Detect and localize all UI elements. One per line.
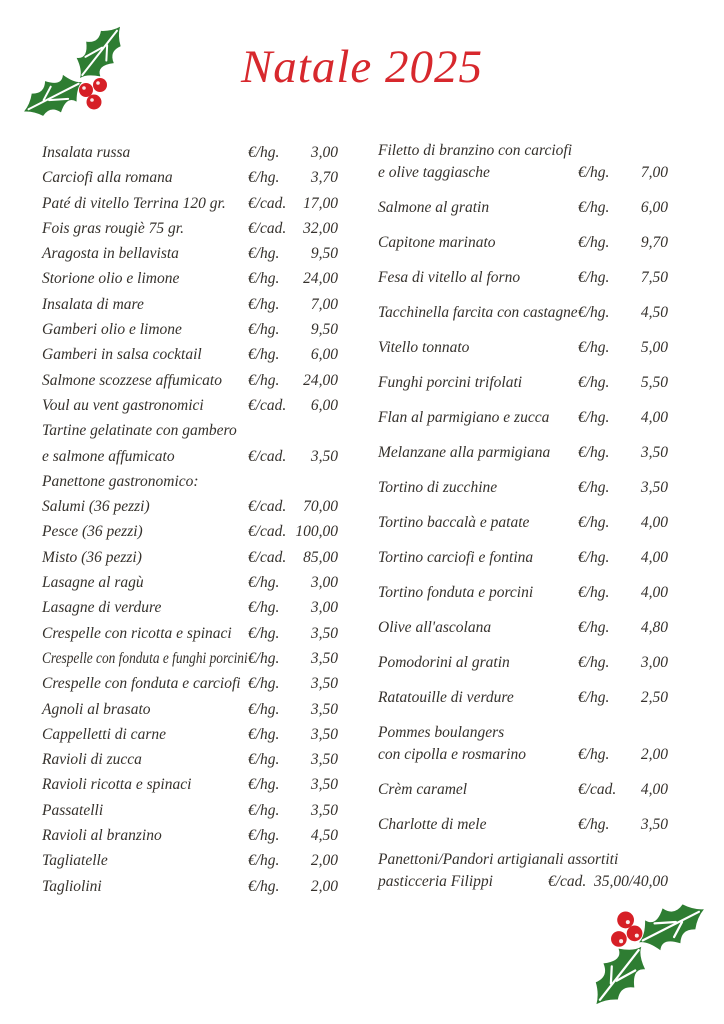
menu-item-price: 3,00 xyxy=(310,144,338,161)
menu-item xyxy=(378,197,668,219)
menu-item-name xyxy=(378,477,578,499)
menu-item-unit: €/hg. xyxy=(248,346,280,364)
menu-item-price: 3,50 xyxy=(640,479,668,496)
menu-item-name xyxy=(378,372,578,394)
menu-item xyxy=(42,140,338,165)
menu-item-name xyxy=(42,292,248,317)
menu-item-price: 3,50 xyxy=(640,816,668,833)
menu-item-price: 35,00/40,00 xyxy=(593,873,668,890)
menu-item-line: Ravioli di zucca xyxy=(42,751,142,769)
menu-item xyxy=(378,442,668,464)
menu-item-line: Fesa di vitello al forno xyxy=(378,269,521,286)
holly-icon xyxy=(592,902,704,1014)
menu-item-price: 70,00 xyxy=(303,498,338,516)
menu-item-price: 3,00 xyxy=(640,654,668,671)
menu-item-line: Salmone scozzese affumicato xyxy=(42,371,222,389)
menu-item-line: Tagliatelle xyxy=(42,852,108,870)
menu-item-unit: €/cad. xyxy=(248,498,287,516)
menu-item-price: 3,50 xyxy=(310,725,338,743)
menu-item-price: 6,00 xyxy=(310,346,338,364)
menu-item xyxy=(378,477,668,499)
menu-item-price: 32,00 xyxy=(303,219,338,237)
menu-item xyxy=(42,874,338,899)
menu-item xyxy=(42,494,338,519)
menu-item-unit: €/cad. xyxy=(248,447,287,465)
menu-item-price: 3,50 xyxy=(310,776,338,794)
menu-item-unit: €/hg. xyxy=(248,144,280,161)
menu-item-unit: €/cad. xyxy=(248,548,287,566)
menu-item-unit: €/hg. xyxy=(248,700,280,718)
menu-item-price: 7,00 xyxy=(640,164,668,181)
menu-item-name xyxy=(378,779,578,801)
menu-item-line: Tortino carciofi e fontina xyxy=(378,549,534,566)
menu-item-unit: €/hg. xyxy=(578,746,610,763)
menu-item-name xyxy=(42,848,248,873)
menu-item-line: Paté di vitello Terrina 120 gr. xyxy=(42,194,226,212)
menu-item-name xyxy=(378,617,578,639)
menu-item xyxy=(378,372,668,394)
menu-item-unit: €/hg. xyxy=(248,827,280,845)
menu-item-price: 4,50 xyxy=(310,827,338,845)
menu-item-name xyxy=(378,687,578,709)
menu-item-price: 3,50 xyxy=(310,801,338,819)
menu-item-line: Crèm caramel xyxy=(378,781,468,798)
menu-item-line: Panettone gastronomico: xyxy=(42,472,199,490)
menu-item-line: Gamberi in salsa cocktail xyxy=(42,346,202,364)
menu-item-name xyxy=(42,368,248,393)
menu-item-name xyxy=(42,722,248,747)
menu-item-line: Misto (36 pezzi) xyxy=(42,548,142,566)
menu-item-price: 4,00 xyxy=(640,584,668,601)
menu-item-name xyxy=(42,140,248,165)
menu-item-price: 2,00 xyxy=(640,746,668,763)
menu-item-line: Olive all'ascolana xyxy=(378,619,492,636)
menu-item-unit: €/hg. xyxy=(578,816,610,833)
menu-item-unit: €/hg. xyxy=(578,549,610,566)
menu-item-name xyxy=(378,232,578,254)
menu-item xyxy=(42,292,338,317)
menu-item-price: 9,50 xyxy=(310,321,338,339)
menu-item-price: 3,50 xyxy=(310,624,338,642)
menu-item-price: 3,00 xyxy=(310,574,338,592)
menu-item-unit: €/hg. xyxy=(578,654,610,671)
menu-item-line: pasticceria Filippi xyxy=(378,873,493,890)
menu-item-name xyxy=(378,547,578,569)
menu-item xyxy=(42,519,338,544)
menu-item xyxy=(42,722,338,747)
menu-item-unit: €/hg. xyxy=(248,877,280,895)
menu-item-unit: €/hg. xyxy=(578,199,610,216)
menu-item-price: 4,00 xyxy=(640,514,668,531)
menu-item-line: Vitello tonnato xyxy=(378,339,470,356)
menu-item xyxy=(42,368,338,393)
menu-item-name xyxy=(378,442,578,464)
menu-item xyxy=(42,798,338,823)
menu-item xyxy=(42,747,338,772)
menu-item-name xyxy=(378,512,578,534)
menu-item xyxy=(378,140,668,184)
menu-item xyxy=(42,266,338,291)
menu-item-name xyxy=(378,722,578,766)
menu-item-name xyxy=(42,595,248,620)
menu-item-name xyxy=(42,418,248,469)
menu-item-line: Tacchinella farcita con castagne xyxy=(378,304,578,321)
menu-item-name xyxy=(378,652,578,674)
menu-item-name xyxy=(42,545,248,570)
menu-item-name xyxy=(42,216,248,241)
menu-item-unit: €/hg. xyxy=(578,234,610,251)
menu-item xyxy=(42,418,338,469)
menu-item-unit: €/cad. xyxy=(578,781,617,798)
menu-item xyxy=(378,337,668,359)
menu-item xyxy=(42,671,338,696)
menu-item-line: Aragosta in bellavista xyxy=(42,245,179,263)
menu-item-price: 4,00 xyxy=(640,549,668,566)
menu-item-unit: €/hg. xyxy=(578,584,610,601)
menu-item xyxy=(378,582,668,604)
menu-item-unit: €/hg. xyxy=(578,479,610,496)
menu-item-name xyxy=(378,302,578,324)
menu-item xyxy=(378,652,668,674)
menu-item xyxy=(42,393,338,418)
menu-item-price: 3,50 xyxy=(310,675,338,693)
menu-item-price: 3,50 xyxy=(310,700,338,718)
menu-item-line: Gamberi olio e limone xyxy=(42,321,182,339)
menu-item xyxy=(42,621,338,646)
page-title: Natale 2025 xyxy=(240,41,484,93)
menu-item xyxy=(378,512,668,534)
menu-item-line: Pomodorini al gratin xyxy=(378,654,510,671)
menu-item xyxy=(378,232,668,254)
menu-item-line: Tortino di zucchine xyxy=(378,479,498,496)
menu-item-price: 24,00 xyxy=(303,270,338,288)
menu-column-right xyxy=(378,140,668,906)
menu-item-unit: €/hg. xyxy=(248,574,280,592)
menu-item xyxy=(42,848,338,873)
menu-item-line: Fois gras rougiè 75 gr. xyxy=(42,219,184,237)
menu-item-unit: €/hg. xyxy=(578,409,610,426)
menu-item-name xyxy=(42,747,248,772)
menu-item-line: Ravioli al branzino xyxy=(42,827,162,845)
menu-item-line: con cipolla e rosmarino xyxy=(378,746,526,763)
menu-item-unit: €/cad. xyxy=(248,219,287,237)
menu-item-unit: €/hg. xyxy=(248,245,280,263)
menu-item-name xyxy=(42,241,248,266)
menu-item xyxy=(378,547,668,569)
menu-item xyxy=(378,814,668,836)
menu-item xyxy=(42,595,338,620)
menu-item-name xyxy=(42,874,248,899)
menu-item xyxy=(42,772,338,797)
menu-item-line: Cappelletti di carne xyxy=(42,725,166,743)
menu-item-price: 4,00 xyxy=(640,781,668,798)
menu-item xyxy=(42,241,338,266)
menu-item xyxy=(378,407,668,429)
menu-item-unit: €/hg. xyxy=(578,269,610,286)
menu-item-name xyxy=(378,582,578,604)
menu-item-line: Insalata di mare xyxy=(42,295,144,313)
menu-item-line: Tartine gelatinate con gambero xyxy=(42,422,237,440)
menu-item-unit: €/hg. xyxy=(578,444,610,461)
menu-item-line: Capitone marinato xyxy=(378,234,496,251)
menu-item-line: Carciofi alla romana xyxy=(42,169,173,187)
menu-item-name xyxy=(378,407,578,429)
menu-item-line: Lasagne di verdure xyxy=(42,599,162,617)
menu-item-line: Voul au vent gastronomici xyxy=(42,396,204,414)
menu-item-name xyxy=(42,191,248,216)
menu-item-line: Ratatouille di verdure xyxy=(378,689,514,706)
menu-item-line: Passatelli xyxy=(42,801,104,819)
menu-item-line: Pommes boulangers xyxy=(378,724,505,741)
menu-item-unit: €/hg. xyxy=(578,689,610,706)
menu-item-unit: €/hg. xyxy=(248,751,280,769)
menu-item-price: 24,00 xyxy=(303,371,338,389)
menu-item xyxy=(42,697,338,722)
menu-columns xyxy=(42,140,668,906)
menu-item-price: 7,00 xyxy=(310,295,338,313)
menu-item-unit: €/hg. xyxy=(248,649,280,667)
menu-item xyxy=(42,469,338,494)
menu-item-line: Flan al parmigiano e zucca xyxy=(378,409,550,426)
menu-item-line: Insalata russa xyxy=(42,144,131,161)
menu-item-unit: €/hg. xyxy=(578,304,610,321)
menu-item-name xyxy=(378,814,578,836)
menu-item-unit: €/cad. xyxy=(248,523,287,541)
menu-item-price: 2,00 xyxy=(310,852,338,870)
menu-item-price: 5,00 xyxy=(640,339,668,356)
menu-item-unit: €/hg. xyxy=(578,374,610,391)
menu-item xyxy=(42,545,338,570)
menu-item xyxy=(378,267,668,289)
menu-item-unit: €/hg. xyxy=(578,619,610,636)
menu-item-price: 3,50 xyxy=(310,649,338,667)
menu-item-price: 9,50 xyxy=(310,245,338,263)
menu-item-price: 17,00 xyxy=(303,194,338,212)
menu-item-price: 6,00 xyxy=(640,199,668,216)
menu-item-name xyxy=(42,317,248,342)
menu-item-name xyxy=(42,823,248,848)
menu-item-unit: €/hg. xyxy=(248,725,280,743)
menu-item-price: 6,00 xyxy=(310,396,338,414)
menu-item-line: Pesce (36 pezzi) xyxy=(42,523,143,541)
menu-item-price: 4,00 xyxy=(640,409,668,426)
menu-item-line: Tortino fonduta e porcini xyxy=(378,584,534,601)
menu-item-line: Salumi (36 pezzi) xyxy=(42,498,150,516)
menu-item-name xyxy=(42,671,248,696)
menu-item-line: Crespelle con fonduta e funghi porcini xyxy=(42,649,248,667)
menu-item-unit: €/hg. xyxy=(578,339,610,356)
menu-item-unit: €/hg. xyxy=(248,624,280,642)
menu-item-name xyxy=(42,697,248,722)
menu-item-name xyxy=(42,646,248,671)
menu-item-price: 100,00 xyxy=(295,523,338,541)
menu-item-price: 3,50 xyxy=(310,447,338,465)
menu-item-name xyxy=(42,772,248,797)
menu-item-name xyxy=(42,266,248,291)
menu-item xyxy=(378,617,668,639)
menu-item-unit: €/hg. xyxy=(248,852,280,870)
menu-item-line: Storione olio e limone xyxy=(42,270,180,288)
menu-item xyxy=(42,570,338,595)
menu-item xyxy=(42,646,338,671)
menu-item-line: Tagliolini xyxy=(42,877,102,895)
menu-item-unit: €/cad. xyxy=(547,873,587,890)
menu-item-price: 4,50 xyxy=(640,304,668,321)
menu-item-name xyxy=(42,469,248,494)
menu-item-unit: €/hg. xyxy=(578,514,610,531)
menu-item-name xyxy=(378,197,578,219)
menu-item-price: 3,50 xyxy=(310,751,338,769)
menu-item-unit: €/hg. xyxy=(248,371,280,389)
menu-item-unit: €/cad. xyxy=(248,194,287,212)
menu-item-price: 3,70 xyxy=(310,169,338,187)
menu-item xyxy=(378,849,668,893)
menu-item xyxy=(42,823,338,848)
menu-item-price: 3,50 xyxy=(640,444,668,461)
menu-item-name xyxy=(42,165,248,190)
menu-item-line: Filetto di branzino con carciofi xyxy=(378,142,573,159)
menu-item-line: Panettoni/Pandori artigianali assortiti xyxy=(378,851,619,868)
menu-item xyxy=(378,302,668,324)
menu-item-line: Crespelle con ricotta e spinaci xyxy=(42,624,232,642)
menu-item-name xyxy=(42,342,248,367)
menu-item-unit: €/hg. xyxy=(248,270,280,288)
menu-item-name xyxy=(378,267,578,289)
menu-item-unit: €/hg. xyxy=(248,169,280,187)
menu-item-price: 3,00 xyxy=(310,599,338,617)
menu-item-line: Salmone al gratin xyxy=(378,199,490,216)
menu-item-name xyxy=(378,140,578,184)
menu-item-unit: €/hg. xyxy=(248,675,280,693)
menu-item-price: 85,00 xyxy=(303,548,338,566)
menu-item-unit: €/hg. xyxy=(248,599,280,617)
menu-item-price: 7,50 xyxy=(640,269,668,286)
menu-item-line: Tortino baccalà e patate xyxy=(378,514,530,531)
menu-item-price: 2,50 xyxy=(640,689,668,706)
menu-item-price: 5,50 xyxy=(640,374,668,391)
menu-item xyxy=(378,722,668,766)
menu-column-left xyxy=(42,140,338,906)
menu-item xyxy=(42,317,338,342)
menu-item xyxy=(42,191,338,216)
menu-item xyxy=(378,687,668,709)
menu-item-price: 9,70 xyxy=(640,234,668,251)
menu-item-line: Agnoli al brasato xyxy=(42,700,151,718)
menu-item-unit: €/hg. xyxy=(248,801,280,819)
menu-item-line: e salmone affumicato xyxy=(42,447,175,465)
menu-item xyxy=(42,216,338,241)
menu-item-name xyxy=(42,393,248,418)
menu-item-line: Funghi porcini trifolati xyxy=(378,374,523,391)
menu-item-unit: €/hg. xyxy=(248,776,280,794)
menu-item xyxy=(378,779,668,801)
menu-item-name xyxy=(42,494,248,519)
menu-item-price: 2,00 xyxy=(310,877,338,895)
menu-item-line: Lasagne al ragù xyxy=(42,574,144,592)
menu-item-line: Charlotte di mele xyxy=(378,816,487,833)
menu-item-price: 4,80 xyxy=(640,619,668,636)
menu-item-line: e olive taggiasche xyxy=(378,164,490,181)
menu-item-unit: €/hg. xyxy=(248,321,280,339)
menu-item-name xyxy=(42,798,248,823)
menu-item xyxy=(42,342,338,367)
menu-item-unit: €/cad. xyxy=(248,396,287,414)
menu-item-name xyxy=(42,519,248,544)
menu-item-line: Melanzane alla parmigiana xyxy=(378,444,551,461)
menu-item-name xyxy=(42,570,248,595)
menu-item-unit: €/hg. xyxy=(578,164,610,181)
menu-item-name xyxy=(42,621,248,646)
menu-item-unit: €/hg. xyxy=(248,295,280,313)
menu-item-name xyxy=(378,337,578,359)
menu-item-line: Ravioli ricotta e spinaci xyxy=(42,776,192,794)
menu-item xyxy=(42,165,338,190)
menu-item-line: Crespelle con fonduta e carciofi xyxy=(42,675,241,693)
